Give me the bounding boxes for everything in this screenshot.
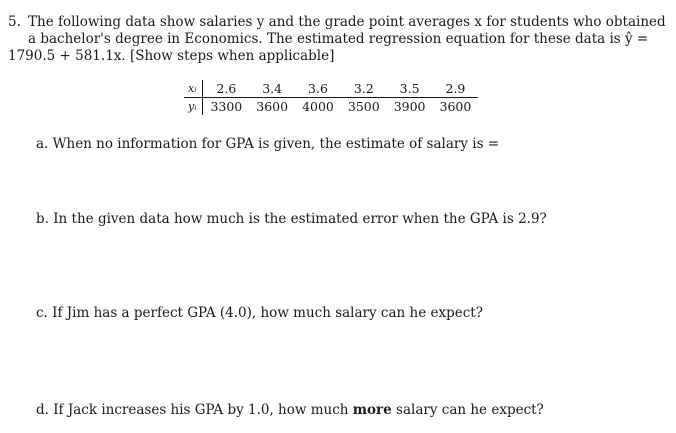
problem-statement [8,14,672,65]
x-value: 2.6 [203,80,249,98]
problem-text-line-1: The following data show salaries y and the grade point averages x for students who obtained [28,14,666,30]
y-value: 3600 [256,99,289,114]
question-b: b. In the given data how much is the estimated error when the GPA is 2.9? [36,211,547,227]
question-d [36,402,544,418]
x-value: 3.4 [249,80,295,98]
y-row [184,98,478,116]
y-value: 3900 [393,99,426,114]
y-value: 4000 [302,99,334,114]
question-c: c. If Jim has a perfect GPA (4.0), how much salary can he expect? [36,305,483,321]
problem-text-line-2: a bachelor's degree in Economics. The estimated regression equation for these data is ŷ = [28,31,649,47]
x-value: 2.9 [433,80,479,98]
question-d-text-end: salary can he expect? [391,402,544,418]
problem-number: 5. [8,14,21,30]
question-d-text-start: d. If Jack increases his GPA by 1.0, how much [36,402,353,418]
question-a: a. When no information for GPA is given, the estimate of salary is = [36,136,500,152]
problem-line-1 [8,14,672,31]
problem-text-line-3: 1790.5 + 581.1x. [Show steps when applicable] [8,48,335,64]
y-label: yᵢ [184,98,203,116]
x-value: 3.2 [341,80,387,98]
y-value: 3300 [210,99,243,114]
question-d-emphasis: more [352,402,392,418]
data-table [184,80,478,115]
x-value: 3.5 [387,80,433,98]
x-value: 3.6 [295,80,341,98]
x-label: xᵢ [184,80,203,98]
x-row [184,80,478,98]
y-value: 3500 [347,99,380,114]
y-value: 3600 [439,99,472,114]
